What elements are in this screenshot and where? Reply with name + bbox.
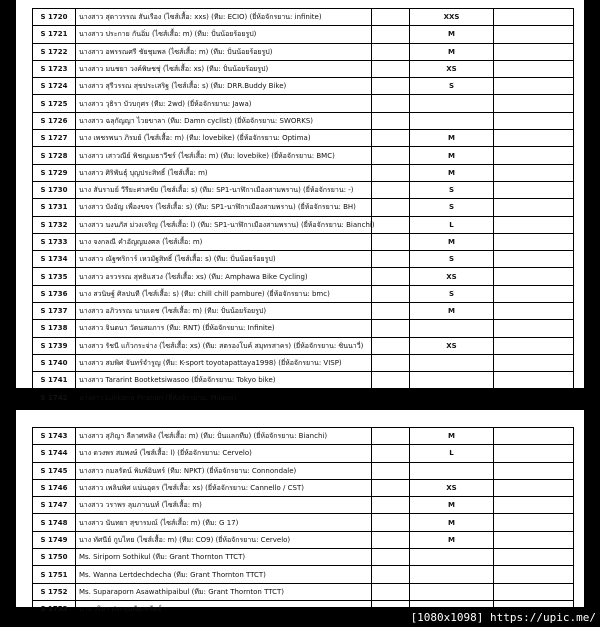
blank-cell	[494, 112, 574, 129]
blank-cell	[372, 389, 410, 406]
blank-cell	[372, 181, 410, 198]
participant-name-cell: นางสาว ณัฐฑริการ์ เหวมัฐสิทธิ์ (ไซส์เสื้อ: s) (ทีม: ปั่นน้อยร้อยรูป)	[76, 251, 372, 268]
blank-cell	[372, 9, 410, 26]
table-row	[33, 78, 574, 95]
participant-name-cell: นางสาว กมลรัตน์ พิมพ์อินทร์ (ทีม: NPKT) (ยี่ห้อจักรยาน: Connondale)	[76, 462, 372, 479]
shirt-size-cell: S	[410, 78, 494, 95]
participant-name-cell: นางสาว สมพิศ จันทร์จำรูญ (ทีม: K-sport toyotapattaya1998) (ยี่ห้อจักรยาน: VISP)	[76, 354, 372, 371]
participant-name-cell: นางสาว อรวรรณ สุทธิแสวง (ไซส์เสื้อ: xs) (ทีม: Amphawa Bike Cycling)	[76, 268, 372, 285]
blank-cell	[372, 147, 410, 164]
table-row	[33, 285, 574, 302]
blank-cell	[494, 479, 574, 496]
blank-cell	[372, 78, 410, 95]
participant-id-cell: S 1729	[33, 164, 76, 181]
table-row	[33, 147, 574, 164]
shirt-size-cell	[410, 354, 494, 371]
blank-cell	[372, 600, 410, 617]
blank-cell	[372, 26, 410, 43]
blank-cell	[494, 428, 574, 445]
participant-id-cell: S 1727	[33, 130, 76, 147]
participant-name-cell: นางสาว สุรีวรรณ สุขประเสริฐ (ไซส์เสื้อ: s) (ทีม: DRR.Buddy Bike)	[76, 78, 372, 95]
shirt-size-cell	[410, 389, 494, 406]
participant-name-cell: นางสาว อภิวรรณ นามเดช (ไซส์เสื้อ: m) (ทีม: ปั่นน้อยร้อยรูป)	[76, 303, 372, 320]
blank-cell	[494, 199, 574, 216]
participant-name-cell: นางสาว Tararint Bootketsiwasoo (ยี่ห้อจักรยาน: Tokyo bike)	[76, 372, 372, 389]
blank-cell	[494, 216, 574, 233]
participant-name-cell: นาง ดวงพร สมพงษ์ (ไซส์เสื้อ: l) (ยี่ห้อจักรยาน: Cervelo)	[76, 445, 372, 462]
participant-id-cell: S 1738	[33, 320, 76, 337]
table-row	[33, 60, 574, 77]
shirt-size-cell: M	[410, 428, 494, 445]
participant-name-cell: นางสาว อพรรณศรี ชัยชุมพล (ไซส์เสื้อ: m) (ทีม: ปั่นน้อยร้อยรูป)	[76, 43, 372, 60]
participant-name-cell: นาง เพชรพนา ภิรมย์ (ไซส์เสื้อ: m) (ทีม: lovebike) (ยี่ห้อจักรยาน: Optima)	[76, 130, 372, 147]
blank-cell	[372, 479, 410, 496]
shirt-size-cell: M	[410, 130, 494, 147]
blank-cell	[494, 372, 574, 389]
participant-name-cell: นางสาว บังอัญ เพื่องขจร (ไซส์เสื้อ: s) (ทีม: SP1-นาฬิกาเมืองสามพราน) (ยี่ห้อจักรยาน: BH)	[76, 199, 372, 216]
participant-name-cell: นาง ทัศนีย์ กูบไทย (ไซส์เสื้อ: m) (ทีม: CO9) (ยี่ห้อจักรยาน: Cervelo)	[76, 531, 372, 548]
blank-cell	[372, 251, 410, 268]
table-row	[33, 130, 574, 147]
blank-cell	[372, 583, 410, 600]
participant-id-cell: S 1730	[33, 181, 76, 198]
blank-cell	[372, 95, 410, 112]
participant-id-cell: S 1732	[33, 216, 76, 233]
table-row	[33, 531, 574, 548]
shirt-size-cell: S	[410, 181, 494, 198]
blank-cell	[494, 147, 574, 164]
blank-cell	[494, 164, 574, 181]
blank-cell	[494, 268, 574, 285]
participant-id-cell: S 1748	[33, 514, 76, 531]
blank-cell	[372, 372, 410, 389]
blank-cell	[494, 354, 574, 371]
blank-cell	[372, 337, 410, 354]
participant-name-cell: นางสาว นันทยา สุขารมณ์ (ไซส์เสื้อ: m) (ทีม: G 17)	[76, 514, 372, 531]
blank-cell	[494, 130, 574, 147]
shirt-size-cell: S	[410, 285, 494, 302]
shirt-size-cell: M	[410, 514, 494, 531]
blank-cell	[372, 60, 410, 77]
participant-name-cell: นางสาว วราพร ลุมภานนท์ (ไซส์เสื้อ: m)	[76, 497, 372, 514]
participant-id-cell: S 1752	[33, 583, 76, 600]
participant-id-cell: S 1731	[33, 199, 76, 216]
participant-id-cell: S 1733	[33, 233, 76, 250]
table-row	[33, 337, 574, 354]
blank-cell	[372, 268, 410, 285]
table-row	[33, 462, 574, 479]
participant-name-cell: นางสาว ฉลุกัญญา ไวยขาลา (ทีม: Damn cyclist) (ยี่ห้อจักรยาน: SWORKS)	[76, 112, 372, 129]
shirt-size-cell: M	[410, 233, 494, 250]
participant-name-cell: นางสาว จินตนา วัตนสมภาร (ทีม: RNT) (ยี่ห้อจักรยาน: Infinite)	[76, 320, 372, 337]
blank-cell	[372, 354, 410, 371]
table-row	[33, 112, 574, 129]
participant-name-cell: นางสาว เพลินพิศ แน่นอุดร (ไซส์เสื้อ: xs) (ยี่ห้อจักรยาน: Cannello / CST)	[76, 479, 372, 496]
shirt-size-cell: M	[410, 303, 494, 320]
table-row	[33, 583, 574, 600]
table-row	[33, 181, 574, 198]
participant-id-cell: S 1742	[33, 389, 76, 406]
participant-id-cell: S 1734	[33, 251, 76, 268]
blank-cell	[372, 428, 410, 445]
participant-name-cell: นาง วริยา ประทุมพัฒฑรัตย์	[76, 600, 372, 617]
participant-name-cell: Ms. Wanna Lertdechdecha (ทีม: Grant Thornton TTCT)	[76, 566, 372, 583]
document-page-2	[16, 410, 584, 614]
table-row	[33, 549, 574, 566]
shirt-size-cell	[410, 112, 494, 129]
table-row	[33, 233, 574, 250]
participant-name-cell: นางสาว ประกาย กันอิ่ม (ไซส์เสื้อ: m) (ทีม: ปั่นน้อยร้อยรูป)	[76, 26, 372, 43]
table-row	[33, 199, 574, 216]
table-row	[33, 354, 574, 371]
participant-id-cell: S 1728	[33, 147, 76, 164]
blank-cell	[372, 566, 410, 583]
shirt-size-cell	[410, 566, 494, 583]
participant-id-cell: S 1746	[33, 479, 76, 496]
participant-id-cell: S 1743	[33, 428, 76, 445]
participant-id-cell: S 1721	[33, 26, 76, 43]
table-row	[33, 303, 574, 320]
shirt-size-cell: XS	[410, 268, 494, 285]
shirt-size-cell: XS	[410, 337, 494, 354]
shirt-size-cell: M	[410, 147, 494, 164]
blank-cell	[372, 497, 410, 514]
blank-cell	[494, 462, 574, 479]
participant-id-cell: S 1723	[33, 60, 76, 77]
participant-id-cell: S 1722	[33, 43, 76, 60]
participant-name-cell: นางสาว เสาวณีย์ พิชญเมธาวีชร์ (ไซส์เสื้อ: m) (ทีม: lovebike) (ยี่ห้อจักรยาน: BMC)	[76, 147, 372, 164]
blank-cell	[494, 531, 574, 548]
table-row	[33, 95, 574, 112]
blank-cell	[494, 389, 574, 406]
table-row	[33, 389, 574, 406]
table-row	[33, 320, 574, 337]
shirt-size-cell	[410, 372, 494, 389]
blank-cell	[372, 462, 410, 479]
participant-name-cell: Ms. Suparaporn Asawathipaibul (ทีม: Grant Thornton TTCT)	[76, 583, 372, 600]
blank-cell	[494, 26, 574, 43]
participant-name-cell: นาง จงกลณี คำอัญญมงคล (ไซส์เสื้อ: m)	[76, 233, 372, 250]
blank-cell	[494, 566, 574, 583]
blank-cell	[494, 251, 574, 268]
blank-cell	[372, 199, 410, 216]
shirt-size-cell: L	[410, 216, 494, 233]
participant-name-cell: นางสาว มนชยา วงค์พิษชชุ่ (ไซส์เสื้อ: xs) (ทีม: ปั่นน้อยร้อยรูป)	[76, 60, 372, 77]
participant-id-cell: S 1750	[33, 549, 76, 566]
participant-name-cell: นางสาว สุภิญา ลีลาศหลิง (ไซส์เสื้อ: m) (ทีม: ปั่นแลกทีม) (ยี่ห้อจักรยาน: Bianchi)	[76, 428, 372, 445]
blank-cell	[494, 285, 574, 302]
table-row	[33, 497, 574, 514]
blank-cell	[494, 337, 574, 354]
blank-cell	[494, 514, 574, 531]
blank-cell	[494, 497, 574, 514]
blank-cell	[494, 181, 574, 198]
blank-cell	[494, 583, 574, 600]
blank-cell	[372, 233, 410, 250]
blank-cell	[494, 549, 574, 566]
table-row	[33, 26, 574, 43]
participant-name-cell: นางสาว ศิริพันธุ์ บุญประสิทธิ์ (ไซส์เสื้อ: m)	[76, 164, 372, 181]
shirt-size-cell: M	[410, 531, 494, 548]
blank-cell	[494, 60, 574, 77]
table-row	[33, 216, 574, 233]
blank-cell	[494, 320, 574, 337]
table-row	[33, 445, 574, 462]
table-row	[33, 514, 574, 531]
table-row	[33, 251, 574, 268]
blank-cell	[372, 112, 410, 129]
participant-name-cell: นาง สวนิษฐ์ ศิลปนที (ไซส์เสื้อ: s) (ทีม: chill chill pambure) (ยี่ห้อจักรยาน: bmc)	[76, 285, 372, 302]
blank-cell	[494, 78, 574, 95]
blank-cell	[372, 130, 410, 147]
participant-name-cell: นางสาว รัชนี แก้วกระจ่าง (ไซส์เสื้อ: xs) (ทีม: สตรองโบค์ สมุทรสาคร) (ยี่ห้อจักรยาน: ซินนาวี่)	[76, 337, 372, 354]
participant-name-cell: นางสาว Lukkana Piranon (ยี่ห้อจักรยาน: Milano)	[76, 389, 372, 406]
image-host-watermark: [1080x1098] https://upic.me/	[410, 611, 596, 624]
table-row	[33, 372, 574, 389]
blank-cell	[372, 303, 410, 320]
participant-name-cell: นางสาว นงนภัส ม่วงเจริญ (ไซส์เสื้อ: l) (ทีม: SP1-นาฬิกาเมืองสามพราน) (ยี่ห้อจักรยาน: Bianchi)	[76, 216, 372, 233]
table-row	[33, 566, 574, 583]
blank-cell	[372, 549, 410, 566]
blank-cell	[372, 164, 410, 181]
participant-id-cell: S 1749	[33, 531, 76, 548]
blank-cell	[494, 303, 574, 320]
blank-cell	[372, 514, 410, 531]
blank-cell	[494, 43, 574, 60]
participant-id-cell: S 1751	[33, 566, 76, 583]
participant-id-cell: S 1740	[33, 354, 76, 371]
participant-id-cell: S 1747	[33, 497, 76, 514]
participant-name-cell: Ms. Siriporn Sothikul (ทีม: Grant Thornton TTCT)	[76, 549, 372, 566]
shirt-size-cell: M	[410, 26, 494, 43]
shirt-size-cell: M	[410, 164, 494, 181]
table-row	[33, 43, 574, 60]
blank-cell	[372, 216, 410, 233]
table-row	[33, 164, 574, 181]
participant-name-cell: นางสาว สุดาวรรณ สันเรือง (ไซส์เสื้อ: xxs) (ทีม: ECIO) (ยี่ห้อจักรยาน: infinite)	[76, 9, 372, 26]
blank-cell	[494, 9, 574, 26]
participant-id-cell: S 1744	[33, 445, 76, 462]
shirt-size-cell: XS	[410, 479, 494, 496]
blank-cell	[372, 43, 410, 60]
table-row	[33, 268, 574, 285]
participant-id-cell: S 1720	[33, 9, 76, 26]
participant-id-cell: S 1737	[33, 303, 76, 320]
participant-id-cell: S 1735	[33, 268, 76, 285]
shirt-size-cell: M	[410, 497, 494, 514]
participant-id-cell: S 1741	[33, 372, 76, 389]
shirt-size-cell: XXS	[410, 9, 494, 26]
shirt-size-cell: S	[410, 251, 494, 268]
table-row	[33, 428, 574, 445]
registration-table-page-1	[32, 8, 574, 407]
shirt-size-cell	[410, 462, 494, 479]
participant-id-cell: S 1726	[33, 112, 76, 129]
participant-name-cell: นางสาว วุธิรา บัวบกุศร (ทีม: 2wd) (ยี่ห้อจักรยาน: Jawa)	[76, 95, 372, 112]
registration-table-page-2	[32, 427, 574, 618]
shirt-size-cell: M	[410, 43, 494, 60]
shirt-size-cell	[410, 320, 494, 337]
shirt-size-cell: S	[410, 199, 494, 216]
participant-id-cell: S 1736	[33, 285, 76, 302]
blank-cell	[372, 531, 410, 548]
table-row	[33, 9, 574, 26]
shirt-size-cell	[410, 95, 494, 112]
blank-cell	[494, 95, 574, 112]
participant-name-cell: นาง สันรามย์ วีรียะศาสขัย (ไซส์เสื้อ: s) (ทีม: SP1-นาฬิกาเมืองสามพราน) (ยี่ห้อจักรยาน: -)	[76, 181, 372, 198]
document-page-1	[16, 0, 584, 402]
blank-cell	[494, 445, 574, 462]
participant-id-cell: S 1725	[33, 95, 76, 112]
shirt-size-cell: L	[410, 445, 494, 462]
table-row	[33, 479, 574, 496]
blank-cell	[372, 320, 410, 337]
shirt-size-cell	[410, 583, 494, 600]
participant-id-cell: S 1724	[33, 78, 76, 95]
blank-cell	[372, 285, 410, 302]
participant-id-cell: S 1753	[33, 600, 76, 617]
shirt-size-cell: XS	[410, 60, 494, 77]
blank-cell	[372, 445, 410, 462]
participant-id-cell: S 1739	[33, 337, 76, 354]
blank-cell	[494, 233, 574, 250]
participant-id-cell: S 1745	[33, 462, 76, 479]
shirt-size-cell	[410, 549, 494, 566]
